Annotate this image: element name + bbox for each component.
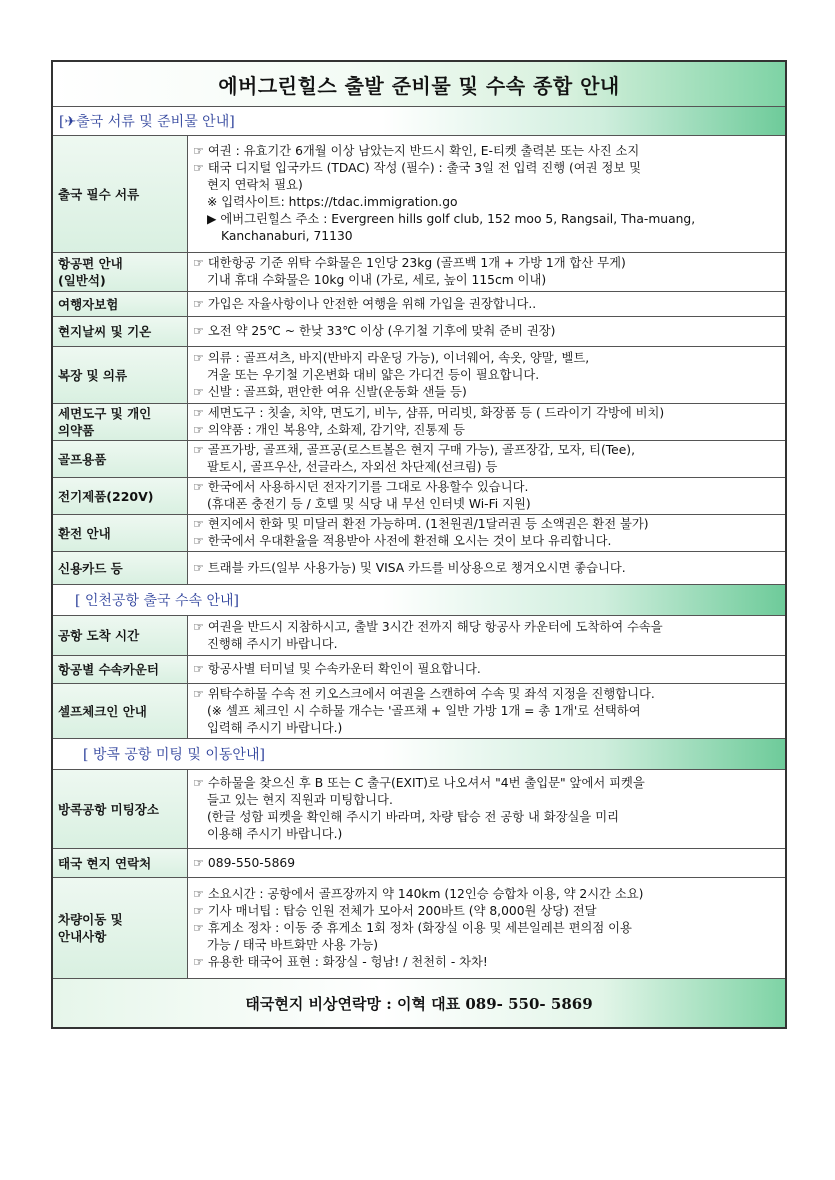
row-label-text: 셀프체크인 안내 — [58, 703, 147, 719]
table-row — [53, 292, 785, 317]
row-label — [53, 849, 188, 877]
content-line: ☞ 소요시간 : 공항에서 골프장까지 약 140km (12인승 승합차 이용, 약 2시간 소요) — [193, 886, 644, 901]
row-label — [53, 253, 188, 291]
row-label — [53, 656, 188, 683]
row-label — [53, 347, 188, 403]
guide-sheet — [51, 60, 787, 1029]
table-row — [53, 317, 785, 347]
row-label-text-line2: (일반석) — [58, 273, 106, 288]
content-line: 입력해 주시기 바랍니다.) — [207, 720, 343, 735]
row-label-text: 공항 도착 시간 — [58, 628, 140, 643]
content-line: ☞ 089-550-5869 — [193, 855, 296, 870]
row-label-text: 전기제품(220V) — [58, 488, 154, 504]
row-label — [53, 136, 188, 252]
row-content — [188, 656, 785, 683]
row-content — [188, 441, 785, 477]
table-row — [53, 136, 785, 253]
content-line: ☞ 현지에서 한화 및 미달러 환전 가능하며. (1천원권/1달러권 등 소액권은 환전 불가) — [193, 517, 649, 531]
content-line: (※ 셀프 체크인 시 수하물 개수는 '골프채 + 일반 가방 1개 = 총 1개'로 선택하여 — [207, 703, 641, 718]
row-content — [188, 616, 785, 655]
row-label-text: 세면도구 및 개인 — [58, 406, 152, 421]
row-content — [188, 347, 785, 403]
content-line: ☞ 신발 : 골프화, 편안한 여유 신발(운동화 샌들 등) — [193, 384, 467, 399]
departure-docs-table — [53, 136, 785, 585]
row-label — [53, 292, 188, 316]
row-label-text: 여행자보험 — [58, 296, 119, 312]
row-label-text: 복장 및 의류 — [58, 367, 128, 383]
row-content — [188, 404, 785, 440]
table-row — [53, 684, 785, 739]
row-content — [188, 317, 785, 346]
content-line: ☞ 세면도구 : 칫솔, 치약, 면도기, 비누, 샴퓨, 머리빗, 화장품 등 ( 드라이기 각방에 비치) — [193, 406, 665, 420]
row-label — [53, 515, 188, 551]
row-label-text: 골프용품 — [58, 451, 107, 467]
section-header-departure-docs: [✈출국 서류 및 준비물 안내] — [53, 107, 785, 136]
content-line: 진행해 주시기 바랍니다. — [207, 636, 338, 651]
row-label-text: 신용카드 등 — [58, 560, 123, 576]
content-line: ☞ 의약품 : 개인 복용약, 소화제, 감기약, 진통제 등 — [193, 423, 465, 437]
table-row — [53, 347, 785, 404]
row-label-text: 태국 현지 연락처 — [58, 855, 152, 871]
row-content — [188, 770, 785, 848]
content-line: 가능 / 태국 바트화만 사용 가능) — [207, 937, 379, 952]
row-label — [53, 770, 188, 848]
row-label-text: 출국 필수 서류 — [58, 186, 140, 202]
content-line: ☞ 가입은 자율사항이나 안전한 여행을 위해 가입을 권장합니다.. — [193, 296, 537, 311]
row-label-text: 항공편 안내 — [58, 256, 123, 271]
row-content — [188, 552, 785, 584]
bangkok-table — [53, 770, 785, 979]
row-label-text: 차량이동 및 — [58, 912, 123, 927]
row-label — [53, 404, 188, 440]
content-line: ☞ 한국에서 사용하시던 전자기기를 그대로 사용할수 있습니다. — [193, 480, 529, 494]
content-line: ☞ 대한항공 기준 위탁 수화물은 1인당 23kg (골프백 1개 + 가방 1개 합산 무게) — [193, 256, 626, 270]
row-content — [188, 478, 785, 514]
table-row — [53, 253, 785, 292]
table-row — [53, 770, 785, 849]
table-row — [53, 441, 785, 478]
row-label — [53, 616, 188, 655]
row-label — [53, 552, 188, 584]
section-header-incheon-text: [ 인천공항 출국 수속 안내] — [75, 593, 239, 609]
incheon-table — [53, 616, 785, 739]
row-label-text-line2: 의약품 — [58, 423, 95, 438]
row-label-text: 항공별 수속카운터 — [58, 662, 159, 677]
row-content — [188, 849, 785, 877]
row-label — [53, 317, 188, 346]
table-row — [53, 404, 785, 441]
row-content — [188, 684, 785, 738]
table-row — [53, 656, 785, 684]
content-line: 팔토시, 골프우산, 선글라스, 자외선 차단제(선크림) 등 — [207, 460, 498, 474]
row-label-text: 환전 안내 — [58, 525, 111, 541]
content-line: (휴대폰 충전기 등 / 호텔 및 식당 내 무선 인터넷 Wi-Fi 지원) — [207, 497, 531, 511]
content-line: ☞ 여권을 반드시 지참하시고, 출발 3시간 전까지 해당 항공사 카운터에 도착하여 수속을 — [193, 619, 663, 634]
content-line: ☞ 수하물을 찾으신 후 B 또는 C 출구(EXIT)로 나오셔서 "4번 출입문" 앞에서 피켓을 — [193, 776, 645, 790]
section-header-bangkok — [53, 739, 785, 770]
table-row — [53, 849, 785, 878]
content-line: ※ 입력사이트: https://tdac.immigration.go — [207, 195, 458, 209]
page-title: 에버그린힐스 출발 준비물 및 수속 종합 안내 — [53, 62, 785, 107]
emergency-contact-footer: 태국현지 비상연락망 : 이혁 대표 089- 550- 5869 — [53, 979, 785, 1027]
row-label — [53, 441, 188, 477]
row-content — [188, 878, 785, 978]
row-label — [53, 684, 188, 738]
content-line: 현지 연락처 필요) — [207, 178, 303, 192]
section-header-incheon — [53, 585, 785, 616]
content-line: ☞ 오전 약 25℃ ~ 한낮 33℃ 이상 (우기철 기후에 맞춰 준비 권장) — [193, 324, 556, 338]
content-line: 겨울 또는 우기철 기온변화 대비 얇은 가디건 등이 필요합니다. — [207, 367, 540, 382]
row-label-text: 현지날씨 및 기온 — [58, 324, 152, 339]
content-line: ☞ 휴게소 정차 : 이동 중 휴게소 1회 정차 (화장실 이용 및 세븐일레븐 편의점 이용 — [193, 920, 632, 935]
table-row — [53, 878, 785, 979]
content-line: ☞ 유용한 태국어 표현 : 화장실 - 헝남! / 천천히 - 차차! — [193, 954, 488, 969]
row-content — [188, 515, 785, 551]
content-line: ☞ 여권 : 유효기간 6개월 이상 남았는지 반드시 확인, E-티켓 출력본 또는 사진 소지 — [193, 144, 640, 158]
row-content — [188, 136, 785, 252]
row-label-text: 방콕공항 미팅장소 — [58, 801, 159, 817]
content-line: 이용해 주시기 바랍니다.) — [207, 827, 343, 841]
section-header-bangkok-text: [ 방콕 공항 미팅 및 이동안내] — [83, 747, 265, 763]
content-line: ☞ 한국에서 우대환율을 적용받아 사전에 환전해 오시는 것이 보다 유리합니다. — [193, 534, 612, 548]
content-line: ☞ 항공사별 터미널 및 수속카운터 확인이 필요합니다. — [193, 662, 481, 676]
row-label — [53, 478, 188, 514]
content-line: Kanchanaburi, 71130 — [221, 229, 353, 243]
content-line: ▶ 에버그린힐스 주소 : Evergreen hills golf club, 152 moo 5, Rangsail, Tha-muang, — [207, 212, 696, 226]
table-row — [53, 616, 785, 656]
content-line: 기내 휴대 수화물은 10kg 이내 (가로, 세로, 높이 115cm 이내) — [207, 273, 547, 287]
content-line: ☞ 트래블 카드(일부 사용가능) 및 VISA 카드를 비상용으로 챙겨오시면 좋습니다. — [193, 560, 626, 575]
content-line: ☞ 기사 매너팁 : 탑승 인원 전체가 모아서 200바트 (약 8,000원 상당) 전달 — [193, 903, 597, 918]
table-row — [53, 478, 785, 515]
row-content — [188, 292, 785, 316]
content-line: ☞ 위탁수하물 수속 전 키오스크에서 여권을 스캔하여 수속 및 좌석 지정을 진행합니다. — [193, 686, 655, 701]
table-row — [53, 515, 785, 552]
row-label-text-line2: 안내사항 — [58, 929, 107, 944]
content-line: ☞ 태국 디지털 입국카드 (TDAC) 작성 (필수) : 출국 3일 전 입력 진행 (여권 정보 및 — [193, 161, 642, 175]
row-content — [188, 253, 785, 291]
content-line: 들고 있는 현지 직원과 미팅합니다. — [207, 793, 393, 807]
row-label — [53, 878, 188, 978]
table-row — [53, 552, 785, 585]
content-line: ☞ 의류 : 골프셔츠, 바지(반바지 라운딩 가능), 이너웨어, 속옷, 양말, 벨트, — [193, 350, 590, 365]
content-line: (한글 성함 피켓을 확인해 주시기 바라며, 차량 탑승 전 공항 내 화장실을 미리 — [207, 810, 619, 824]
content-line: ☞ 골프가방, 골프채, 골프공(로스트볼은 현지 구매 가능), 골프장갑, 모자, 티(Tee), — [193, 443, 636, 457]
